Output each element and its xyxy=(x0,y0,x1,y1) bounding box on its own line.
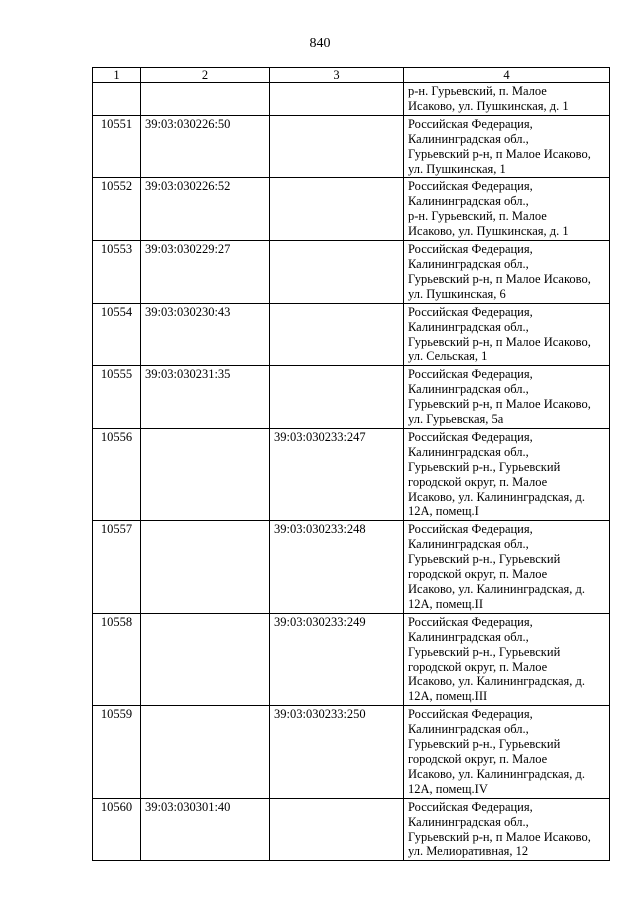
land-cadastral-number-cell xyxy=(141,83,270,116)
address-cell: Российская Федерация, Калининградская обл., Гурьевский р-н, п Малое Исаково, ул. Сельская, 1 xyxy=(404,303,610,366)
row-number-cell: 10558 xyxy=(93,613,141,705)
premise-cadastral-number-cell xyxy=(270,303,404,366)
address-cell: Российская Федерация, Калининградская обл., Гурьевский р-н, п Малое Исаково, ул. Пушкинская, 1 xyxy=(404,115,610,178)
premise-cadastral-number-cell xyxy=(270,241,404,304)
address-cell: Российская Федерация, Калининградская обл., Гурьевский р-н., Гурьевский городской округ, п. Малое Исаково, ул. Калининградская, д. 12А, помещ.III xyxy=(404,613,610,705)
land-cadastral-number-cell xyxy=(141,613,270,705)
row-number-cell: 10557 xyxy=(93,521,141,613)
premise-cadastral-number-cell: 39:03:030233:247 xyxy=(270,428,404,520)
address-cell: Российская Федерация, Калининградская обл., р-н. Гурьевский, п. Малое Исаково, ул. Пушкинская, д. 1 xyxy=(404,178,610,241)
table-row xyxy=(93,706,610,798)
premise-cadastral-number-cell xyxy=(270,798,404,861)
column-header: 1 xyxy=(93,68,141,83)
premise-cadastral-number-cell: 39:03:030233:249 xyxy=(270,613,404,705)
premise-cadastral-number-cell xyxy=(270,178,404,241)
table-row xyxy=(93,798,610,861)
land-cadastral-number-cell xyxy=(141,706,270,798)
table-row xyxy=(93,613,610,705)
row-number-cell: 10556 xyxy=(93,428,141,520)
land-cadastral-number-cell xyxy=(141,428,270,520)
premise-cadastral-number-cell: 39:03:030233:248 xyxy=(270,521,404,613)
address-cell: Российская Федерация, Калининградская обл., Гурьевский р-н, п Малое Исаково, ул. Гурьевская, 5а xyxy=(404,366,610,429)
address-cell: Российская Федерация, Калининградская обл., Гурьевский р-н., Гурьевский городской округ, п. Малое Исаково, ул. Калининградская, д. 12А, помещ.IV xyxy=(404,706,610,798)
row-number-cell: 10554 xyxy=(93,303,141,366)
address-cell: р-н. Гурьевский, п. Малое Исаково, ул. Пушкинская, д. 1 xyxy=(404,83,610,116)
premise-cadastral-number-cell xyxy=(270,115,404,178)
land-cadastral-number-cell: 39:03:030226:50 xyxy=(141,115,270,178)
table-row xyxy=(93,521,610,613)
table-header-row xyxy=(93,68,610,83)
row-number-cell: 10555 xyxy=(93,366,141,429)
row-number-cell: 10552 xyxy=(93,178,141,241)
land-cadastral-number-cell: 39:03:030230:43 xyxy=(141,303,270,366)
table-row xyxy=(93,303,610,366)
table-row xyxy=(93,241,610,304)
address-cell: Российская Федерация, Калининградская обл., Гурьевский р-н, п Малое Исаково, ул. Мелиоративная, 12 xyxy=(404,798,610,861)
land-cadastral-number-cell: 39:03:030229:27 xyxy=(141,241,270,304)
land-cadastral-number-cell: 39:03:030301:40 xyxy=(141,798,270,861)
column-header: 2 xyxy=(141,68,270,83)
premise-cadastral-number-cell xyxy=(270,83,404,116)
land-cadastral-number-cell: 39:03:030231:35 xyxy=(141,366,270,429)
address-cell: Российская Федерация, Калининградская обл., Гурьевский р-н., Гурьевский городской округ, п. Малое Исаково, ул. Калининградская, д. 12А, помещ.I xyxy=(404,428,610,520)
address-cell: Российская Федерация, Калининградская обл., Гурьевский р-н, п Малое Исаково, ул. Пушкинская, 6 xyxy=(404,241,610,304)
table-row xyxy=(93,178,610,241)
table-row xyxy=(93,428,610,520)
page-number: 840 xyxy=(309,36,331,51)
row-number-cell: 10551 xyxy=(93,115,141,178)
land-cadastral-number-cell: 39:03:030226:52 xyxy=(141,178,270,241)
address-cell: Российская Федерация, Калининградская обл., Гурьевский р-н., Гурьевский городской округ, п. Малое Исаково, ул. Калининградская, д. 12А, помещ.II xyxy=(404,521,610,613)
column-header: 4 xyxy=(404,68,610,83)
column-header: 3 xyxy=(270,68,404,83)
row-number-cell: 10553 xyxy=(93,241,141,304)
land-cadastral-number-cell xyxy=(141,521,270,613)
row-number-cell: 10560 xyxy=(93,798,141,861)
row-number-cell xyxy=(93,83,141,116)
table-row xyxy=(93,366,610,429)
premise-cadastral-number-cell: 39:03:030233:250 xyxy=(270,706,404,798)
table-row xyxy=(93,83,610,116)
registry-table xyxy=(92,67,610,861)
premise-cadastral-number-cell xyxy=(270,366,404,429)
row-number-cell: 10559 xyxy=(93,706,141,798)
table-row xyxy=(93,115,610,178)
